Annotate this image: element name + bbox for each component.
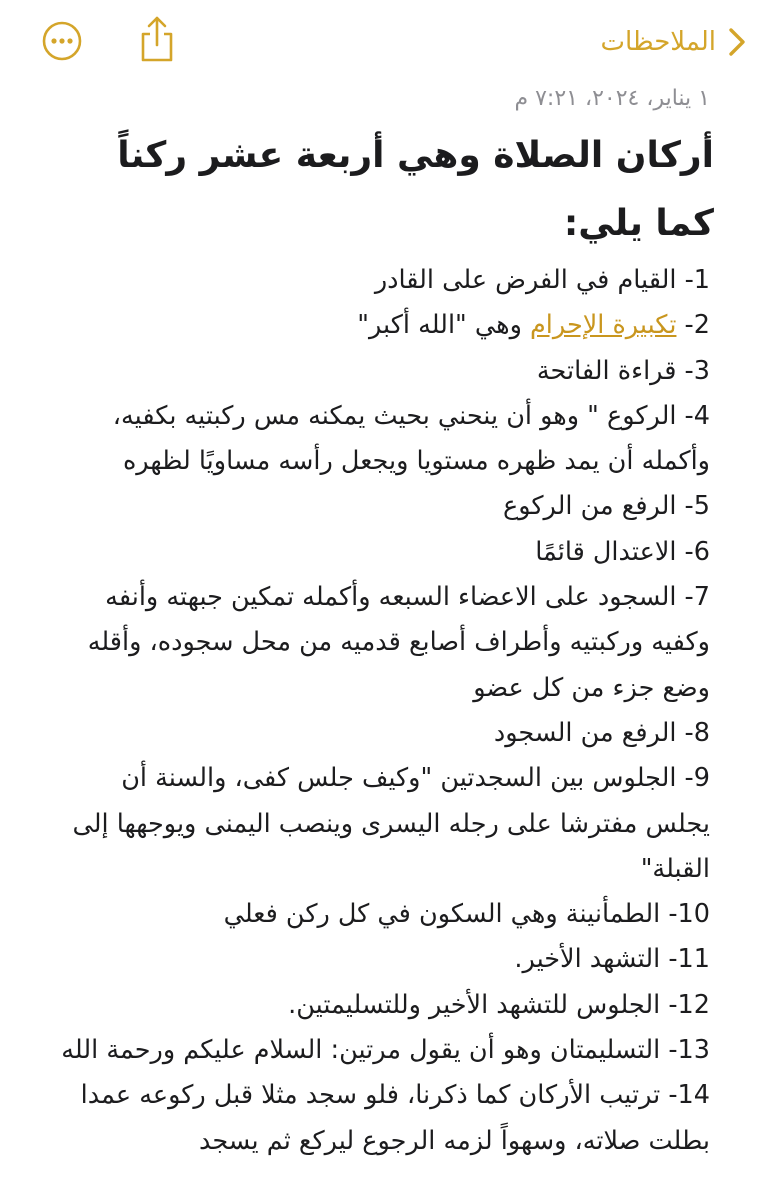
note-line (56, 394, 710, 485)
note-line (56, 1028, 710, 1073)
share-button[interactable] (136, 14, 178, 64)
note-line-text: 10- الطمأنينة وهي السكون في كل ركن فعلي (223, 899, 710, 930)
note-line-text: 5- الرفع من الركوع (503, 491, 710, 522)
note-line (56, 349, 710, 394)
note-line (56, 892, 710, 937)
note-line-text: 4- الركوع " وهو أن ينحني بحيث يمكنه مس ركبتيه بكفيه، وأكمله أن يمد ظهره مستويا ويجعل رأسه مساويًا لظهره (112, 400, 710, 477)
note-line (56, 711, 710, 756)
chevron-right-icon (728, 27, 746, 57)
note-line-text: 3- قراءة الفاتحة (536, 355, 710, 386)
note-line (56, 1073, 710, 1164)
note-line-text: 12- الجلوس للتشهد الأخير وللتسليمتين. (288, 989, 710, 1020)
note-line-text: وهي "الله أكبر" (357, 310, 530, 341)
note-title: أركان الصلاة وهي أربعة عشر ركناً كما يلي: (117, 135, 714, 244)
note-line-text: 11- التشهد الأخير. (514, 944, 710, 975)
note-line (56, 303, 710, 348)
ellipsis-circle-icon (42, 21, 82, 61)
back-button-label: الملاحظات (600, 27, 716, 57)
share-icon (136, 14, 178, 64)
note-line (56, 937, 710, 982)
note-line-link[interactable]: تكبيرة الإحرام (530, 310, 677, 341)
note-line-text: 14- ترتيب الأركان كما ذكرنا، فلو سجد مثلا قبل ركوعه عمدا بطلت صلاته، وسهواً لزمه الرجوع ليركع ثم يسجد (80, 1080, 710, 1156)
note-line (56, 756, 710, 892)
note-date: ١ يناير، ٢٠٢٤، ٧:٢١ م (514, 86, 710, 111)
note-line (56, 983, 710, 1028)
back-button[interactable] (601, 20, 747, 64)
navigation-bar (0, 0, 766, 84)
note-line (56, 530, 710, 575)
note-line-text: 7- السجود على الاعضاء السبعه وأكمله تمكين جبهته وأنفه وكفيه وركبتيه وأطراف أصابع قدميه من محل سجوده، وأقله وضع جزء من كل عضو (87, 582, 710, 703)
more-options-button[interactable] (42, 21, 82, 61)
note-line (56, 258, 710, 303)
note-body[interactable] (56, 84, 714, 1164)
note-line-text: 6- الاعتدال قائمًا (535, 536, 710, 567)
note-line (56, 575, 710, 711)
note-lines (56, 258, 710, 1164)
note-line-text: 8- الرفع من السجود (493, 717, 710, 748)
note-line-text: 1- القيام في الفرض على القادر (374, 265, 710, 295)
note-line-text: 9- الجلوس بين السجدتين "وكيف جلس كفى، والسنة أن يجلس مفترشا على رجله اليسرى وينصب اليمنى ويوجهها إلى القبلة" (72, 763, 710, 884)
note-line (56, 484, 710, 529)
note-line-text: 13- التسليمتان وهو أن يقول مرتين: السلام عليكم ورحمة الله (61, 1035, 710, 1066)
note-line-text: 2- (676, 310, 710, 341)
